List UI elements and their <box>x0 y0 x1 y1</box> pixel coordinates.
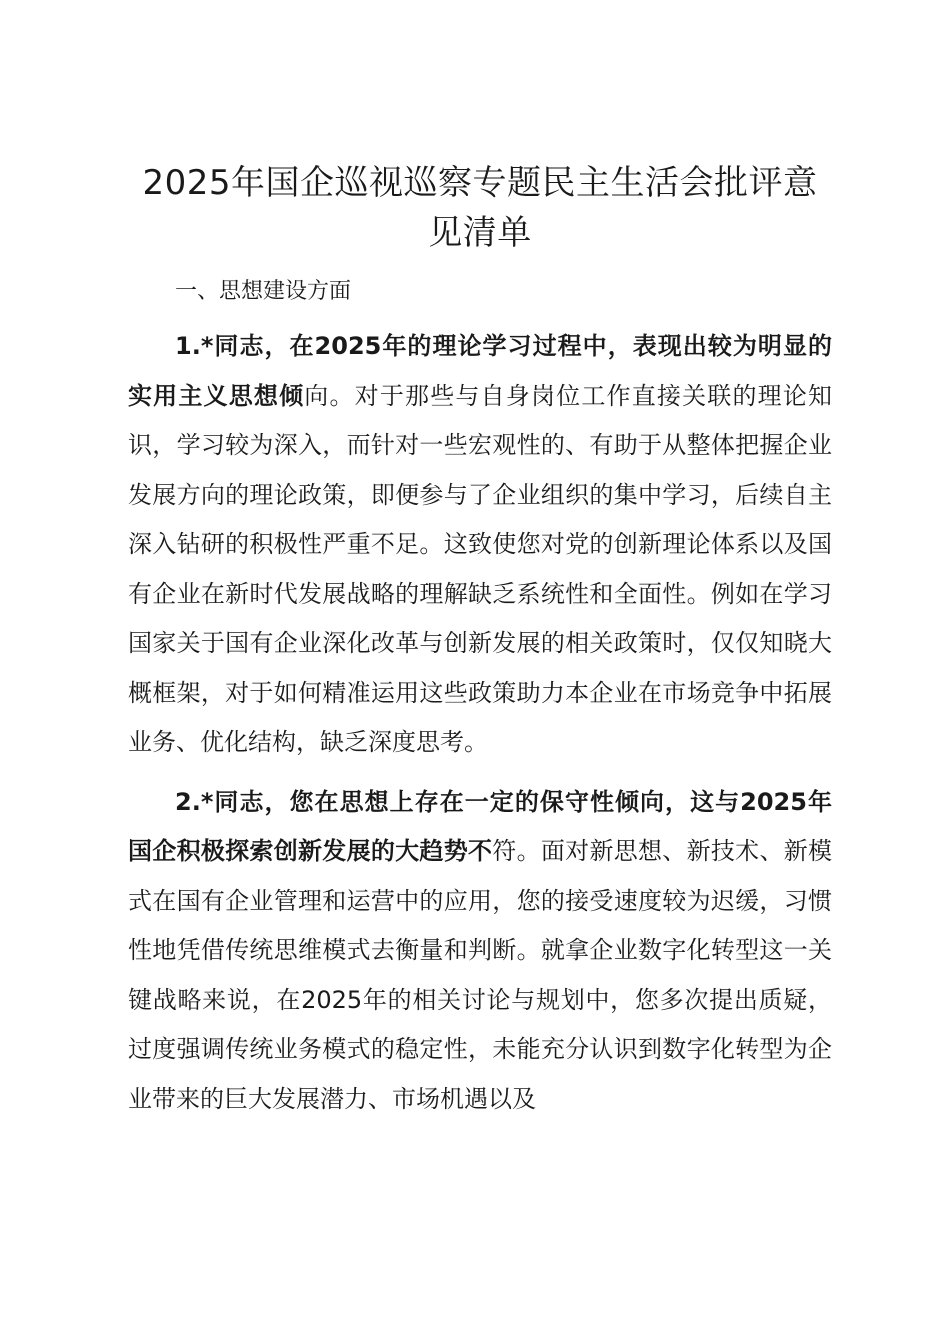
paragraph-2-lead: 2.*同志，您在思想上存在一定的保守性倾向，这与2025年国企积极探索创新发展的大趋势不 <box>128 787 832 865</box>
paragraph-1 <box>128 322 832 768</box>
section-heading: 一、思想建设方面 <box>175 279 352 304</box>
paragraph-2-body: 符。面对新思想、新技术、新模式在国有企业管理和运营中的应用，您的接受速度较为迟缓，习惯性地凭借传统思维模式去衡量和判断。就拿企业数字化转型这一关键战略来说，在2025年的相关讨论与规划中，您多次提出质疑，过度强调传统业务模式的稳定性，未能充分认识到数字化转型为企业带来的巨大发展潜力、市场机遇以及 <box>128 837 833 1113</box>
document-title: 2025年国企巡视巡察专题民主生活会批评意见清单 <box>142 163 818 253</box>
paragraph-1-lead: 1.*同志，在2025年的理论学习过程中，表现出较为明显的实用主义思想倾 <box>128 332 832 410</box>
paragraph-2 <box>128 778 832 1125</box>
paragraph-1-body: 向。对于那些与自身岗位工作直接关联的理论知识，学习较为深入，而针对一些宏观性的、有助于从整体把握企业发展方向的理论政策，即便参与了企业组织的集中学习，后续自主深入钻研的积极性严重不足。这致使您对党的创新理论体系以及国有企业在新时代发展战略的理解缺乏系统性和全面性。例如在学习国家关于国有企业深化改革与创新发展的相关政策时，仅仅知晓大概框架，对于如何精准运用这些政策助力本企业在市场竞争中拓展业务、优化结构，缺乏深度思考。 <box>128 381 832 756</box>
